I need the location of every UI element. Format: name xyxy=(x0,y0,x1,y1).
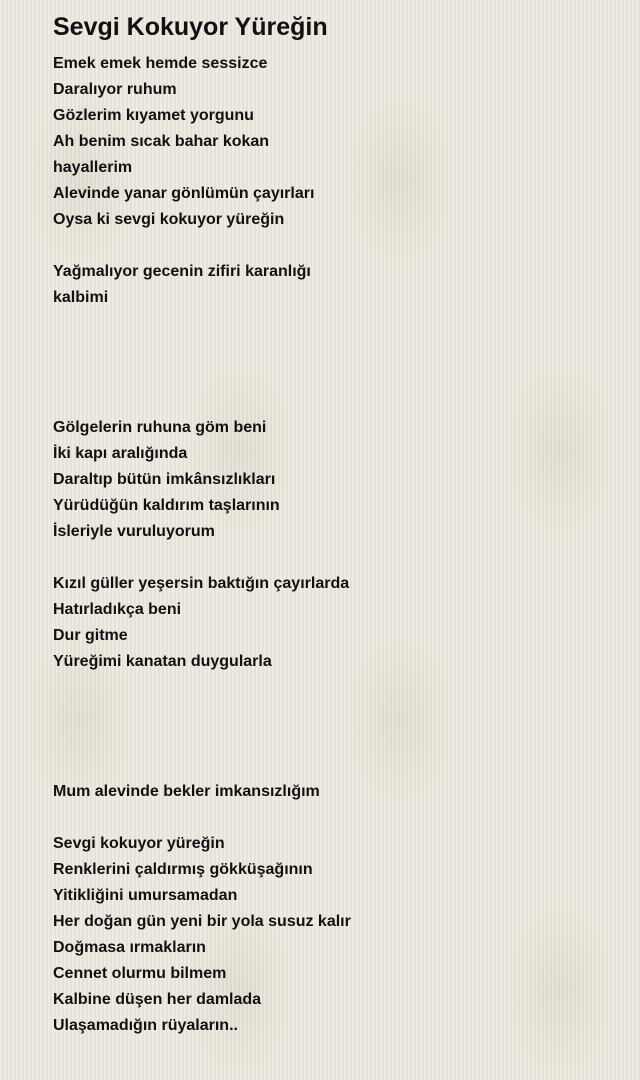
poem-line: Yağmalıyor gecenin zifiri karanlığı xyxy=(53,263,311,280)
blank-line xyxy=(53,337,351,363)
poem-line: Gölgelerin ruhuna göm beni xyxy=(53,419,267,436)
poem-line: Ulaşamadığın rüyaların.. xyxy=(53,1017,238,1034)
blank-line xyxy=(53,363,351,389)
blank-line xyxy=(53,545,351,571)
poem-line: Yitikliğini umursamadan xyxy=(53,887,238,904)
blank-line xyxy=(53,675,351,701)
poem-line: Yüreğimi kanatan duygularla xyxy=(53,653,272,670)
blank-line xyxy=(53,701,351,727)
blank-line xyxy=(53,233,351,259)
poem-line: Gözlerim kıyamet yorgunu xyxy=(53,107,254,124)
poem-line: İki kapı aralığında xyxy=(53,445,188,462)
poem-line: Dur gitme xyxy=(53,627,128,644)
poem-line: Oysa ki sevgi kokuyor yüreğin xyxy=(53,211,285,228)
poem-line: Daralıyor ruhum xyxy=(53,81,177,98)
poem-line: Kızıl güller yeşersin baktığın çayırlarda xyxy=(53,575,350,592)
poem-line: Kalbine düşen her damlada xyxy=(53,991,262,1008)
poem-line: Her doğan gün yeni bir yola susuz kalır xyxy=(53,913,351,930)
poem-line: Daraltıp bütün imkânsızlıkları xyxy=(53,471,276,488)
poem-line: Mum alevinde bekler imkansızlığım xyxy=(53,783,320,800)
poem-line: Cennet olurmu bilmem xyxy=(53,965,227,982)
poem-title: Sevgi Kokuyor Yüreğin xyxy=(53,13,328,41)
blank-line xyxy=(53,805,351,831)
poem-line: hayallerim xyxy=(53,159,133,176)
poem-line: Renklerini çaldırmış gökküşağının xyxy=(53,861,313,878)
blank-line xyxy=(53,753,351,779)
blank-line xyxy=(53,389,351,415)
poem-line: Emek emek hemde sessizce xyxy=(53,55,268,72)
poem-line: Ah benim sıcak bahar kokan xyxy=(53,133,270,150)
poem-body xyxy=(53,51,351,1039)
poem-line: Alevinde yanar gönlümün çayırları xyxy=(53,185,315,202)
poem-line: Yürüdüğün kaldırım taşlarının xyxy=(53,497,280,514)
blank-line xyxy=(53,727,351,753)
poem-line: Sevgi kokuyor yüreğin xyxy=(53,835,225,852)
poem-line: Hatırladıkça beni xyxy=(53,601,182,618)
poem-line: İsleriyle vuruluyorum xyxy=(53,523,215,540)
poem-line: kalbimi xyxy=(53,289,109,306)
poem-line: Doğmasa ırmakların xyxy=(53,939,206,956)
blank-line xyxy=(53,311,351,337)
